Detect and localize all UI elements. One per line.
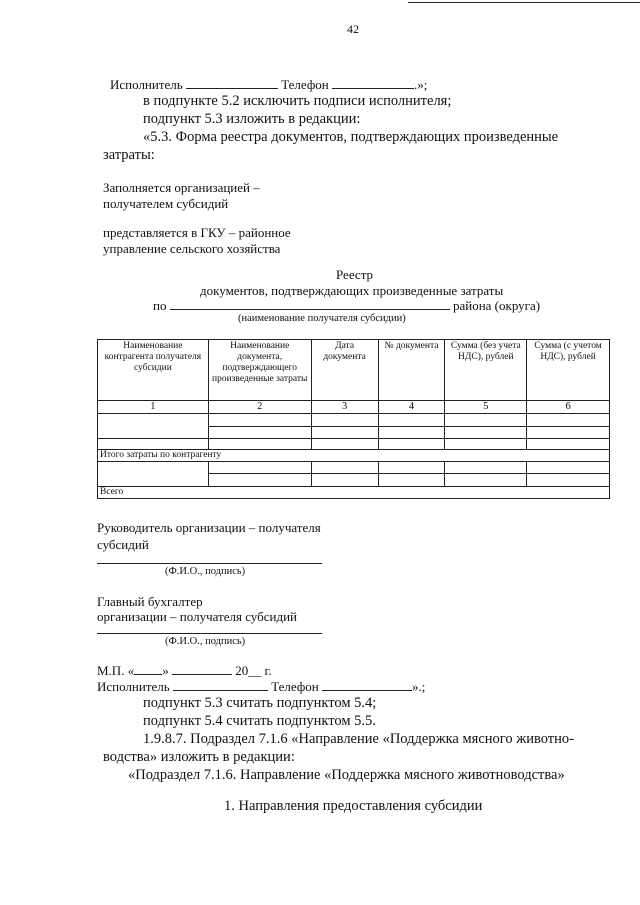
head-signature-line — [97, 563, 322, 564]
col-number-5: 5 — [445, 401, 527, 414]
po-label: по — [153, 298, 167, 313]
col-number-4: 4 — [378, 401, 445, 414]
top-rule — [408, 2, 640, 3]
mp-quote: » — [162, 663, 169, 678]
table-row — [98, 461, 610, 474]
executor-field — [173, 679, 268, 691]
table-cell — [98, 439, 209, 450]
phone-field — [322, 679, 412, 691]
table-cell — [208, 461, 311, 474]
fill-note-2: получателем субсидий — [103, 196, 229, 211]
table-cell — [378, 439, 445, 450]
table-subtotal-row — [98, 450, 610, 462]
header-sum-with-vat: Сумма (с учетом НДС), рублей — [527, 340, 610, 401]
accountant-fio-caption: (Ф.И.О., подпись) — [165, 636, 246, 647]
fill-note-1: Заполняется организацией – — [103, 180, 260, 195]
col-number-1: 1 — [98, 401, 209, 414]
phone-label: Телефон — [281, 77, 329, 92]
quote-end: .»; — [413, 77, 428, 92]
registry-recipient-line — [153, 298, 540, 314]
table-cell — [98, 414, 209, 439]
tail-3a: 1.9.8.7. Подраздел 7.1.6 «Направление «Поддержка мясного животно- — [143, 731, 574, 747]
tail-2: подпункт 5.4 считать подпунктом 5.5. — [143, 713, 376, 729]
table-cell — [378, 461, 445, 474]
table-cell — [527, 461, 610, 474]
table-cell — [311, 461, 378, 474]
quote-end: ».; — [411, 679, 426, 694]
year-label: 20__ г. — [235, 663, 272, 678]
total-label: Всего — [98, 486, 610, 498]
executor-label: Исполнитель — [110, 77, 183, 92]
table-cell — [311, 439, 378, 450]
table-cell — [445, 461, 527, 474]
table-cell — [98, 461, 209, 486]
table-cell — [311, 474, 378, 487]
accountant-signature-line — [97, 633, 322, 634]
table-cell — [208, 414, 311, 427]
head-label-1: Руководитель организации – получателя — [97, 520, 321, 535]
phone-field — [332, 77, 414, 89]
table-cell — [378, 426, 445, 439]
present-note-2: управление сельского хозяйства — [103, 241, 281, 256]
section-heading: 1. Направления предоставления субсидии — [224, 798, 483, 814]
header-document-date: Дата документа — [311, 340, 378, 401]
header-document-name: Наименование документа, подтверждающего произведенные затраты — [208, 340, 311, 401]
rayon-label: района (округа) — [452, 298, 541, 313]
table-cell — [445, 439, 527, 450]
executor-line-top — [110, 77, 427, 93]
table-cell — [208, 474, 311, 487]
present-note-1: представляется в ГКУ – районное — [103, 225, 291, 240]
table-cell — [378, 414, 445, 427]
table-cell — [445, 474, 527, 487]
paragraph-1: в подпункте 5.2 исключить подписи исполнителя; — [143, 93, 452, 109]
paragraph-3a: «5.3. Форма реестра документов, подтверждающих произведенные — [143, 129, 559, 145]
page-number: 42 — [347, 22, 359, 36]
table-cell — [445, 426, 527, 439]
col-number-2: 2 — [208, 401, 311, 414]
day-field — [134, 663, 162, 675]
table-number-row — [98, 401, 610, 414]
tail-1: подпункт 5.3 считать подпунктом 5.4; — [143, 695, 377, 711]
header-counterparty: Наименование контрагента получателя субсидии — [98, 340, 209, 401]
subtotal-label: Итого затраты по контрагенту — [98, 450, 610, 462]
table-cell — [378, 474, 445, 487]
table-cell — [527, 439, 610, 450]
table-cell — [208, 426, 311, 439]
registry-title: Реестр — [336, 267, 374, 282]
table-row — [98, 414, 610, 427]
table-cell — [527, 426, 610, 439]
head-fio-caption: (Ф.И.О., подпись) — [165, 566, 246, 577]
table-cell — [208, 439, 311, 450]
header-sum-without-vat: Сумма (без учета НДС), рублей — [445, 340, 527, 401]
head-label-2: субсидий — [97, 537, 149, 552]
table-total-row — [98, 486, 610, 498]
registry-table — [97, 339, 610, 499]
header-document-number: № документа — [378, 340, 445, 401]
mp-label: М.П. « — [97, 663, 135, 678]
accountant-label-1: Главный бухгалтер — [97, 594, 203, 609]
col-number-6: 6 — [527, 401, 610, 414]
paragraph-2: подпункт 5.3 изложить в редакции: — [143, 111, 361, 127]
recipient-field — [170, 298, 450, 310]
table-header-row — [98, 340, 610, 401]
month-field — [172, 663, 232, 675]
executor-field — [186, 77, 278, 89]
table-cell — [527, 414, 610, 427]
paragraph-3b: затраты: — [103, 147, 155, 163]
table-row — [98, 439, 610, 450]
table-cell — [445, 414, 527, 427]
table-cell — [311, 426, 378, 439]
accountant-label-2: организации – получателя субсидий — [97, 609, 298, 624]
tail-4: «Подраздел 7.1.6. Направление «Поддержка мясного животноводства» — [128, 767, 565, 783]
registry-subtitle: документов, подтверждающих произведенные затраты — [200, 283, 504, 298]
col-number-3: 3 — [311, 401, 378, 414]
phone-label: Телефон — [271, 679, 319, 694]
stamp-date-line — [97, 663, 272, 679]
executor-label: Исполнитель — [97, 679, 170, 694]
executor-line-bottom — [97, 679, 425, 695]
table-cell — [311, 414, 378, 427]
table-cell — [527, 474, 610, 487]
tail-3b: водства» изложить в редакции: — [103, 749, 295, 765]
recipient-caption: (наименование получателя субсидии) — [238, 313, 406, 324]
